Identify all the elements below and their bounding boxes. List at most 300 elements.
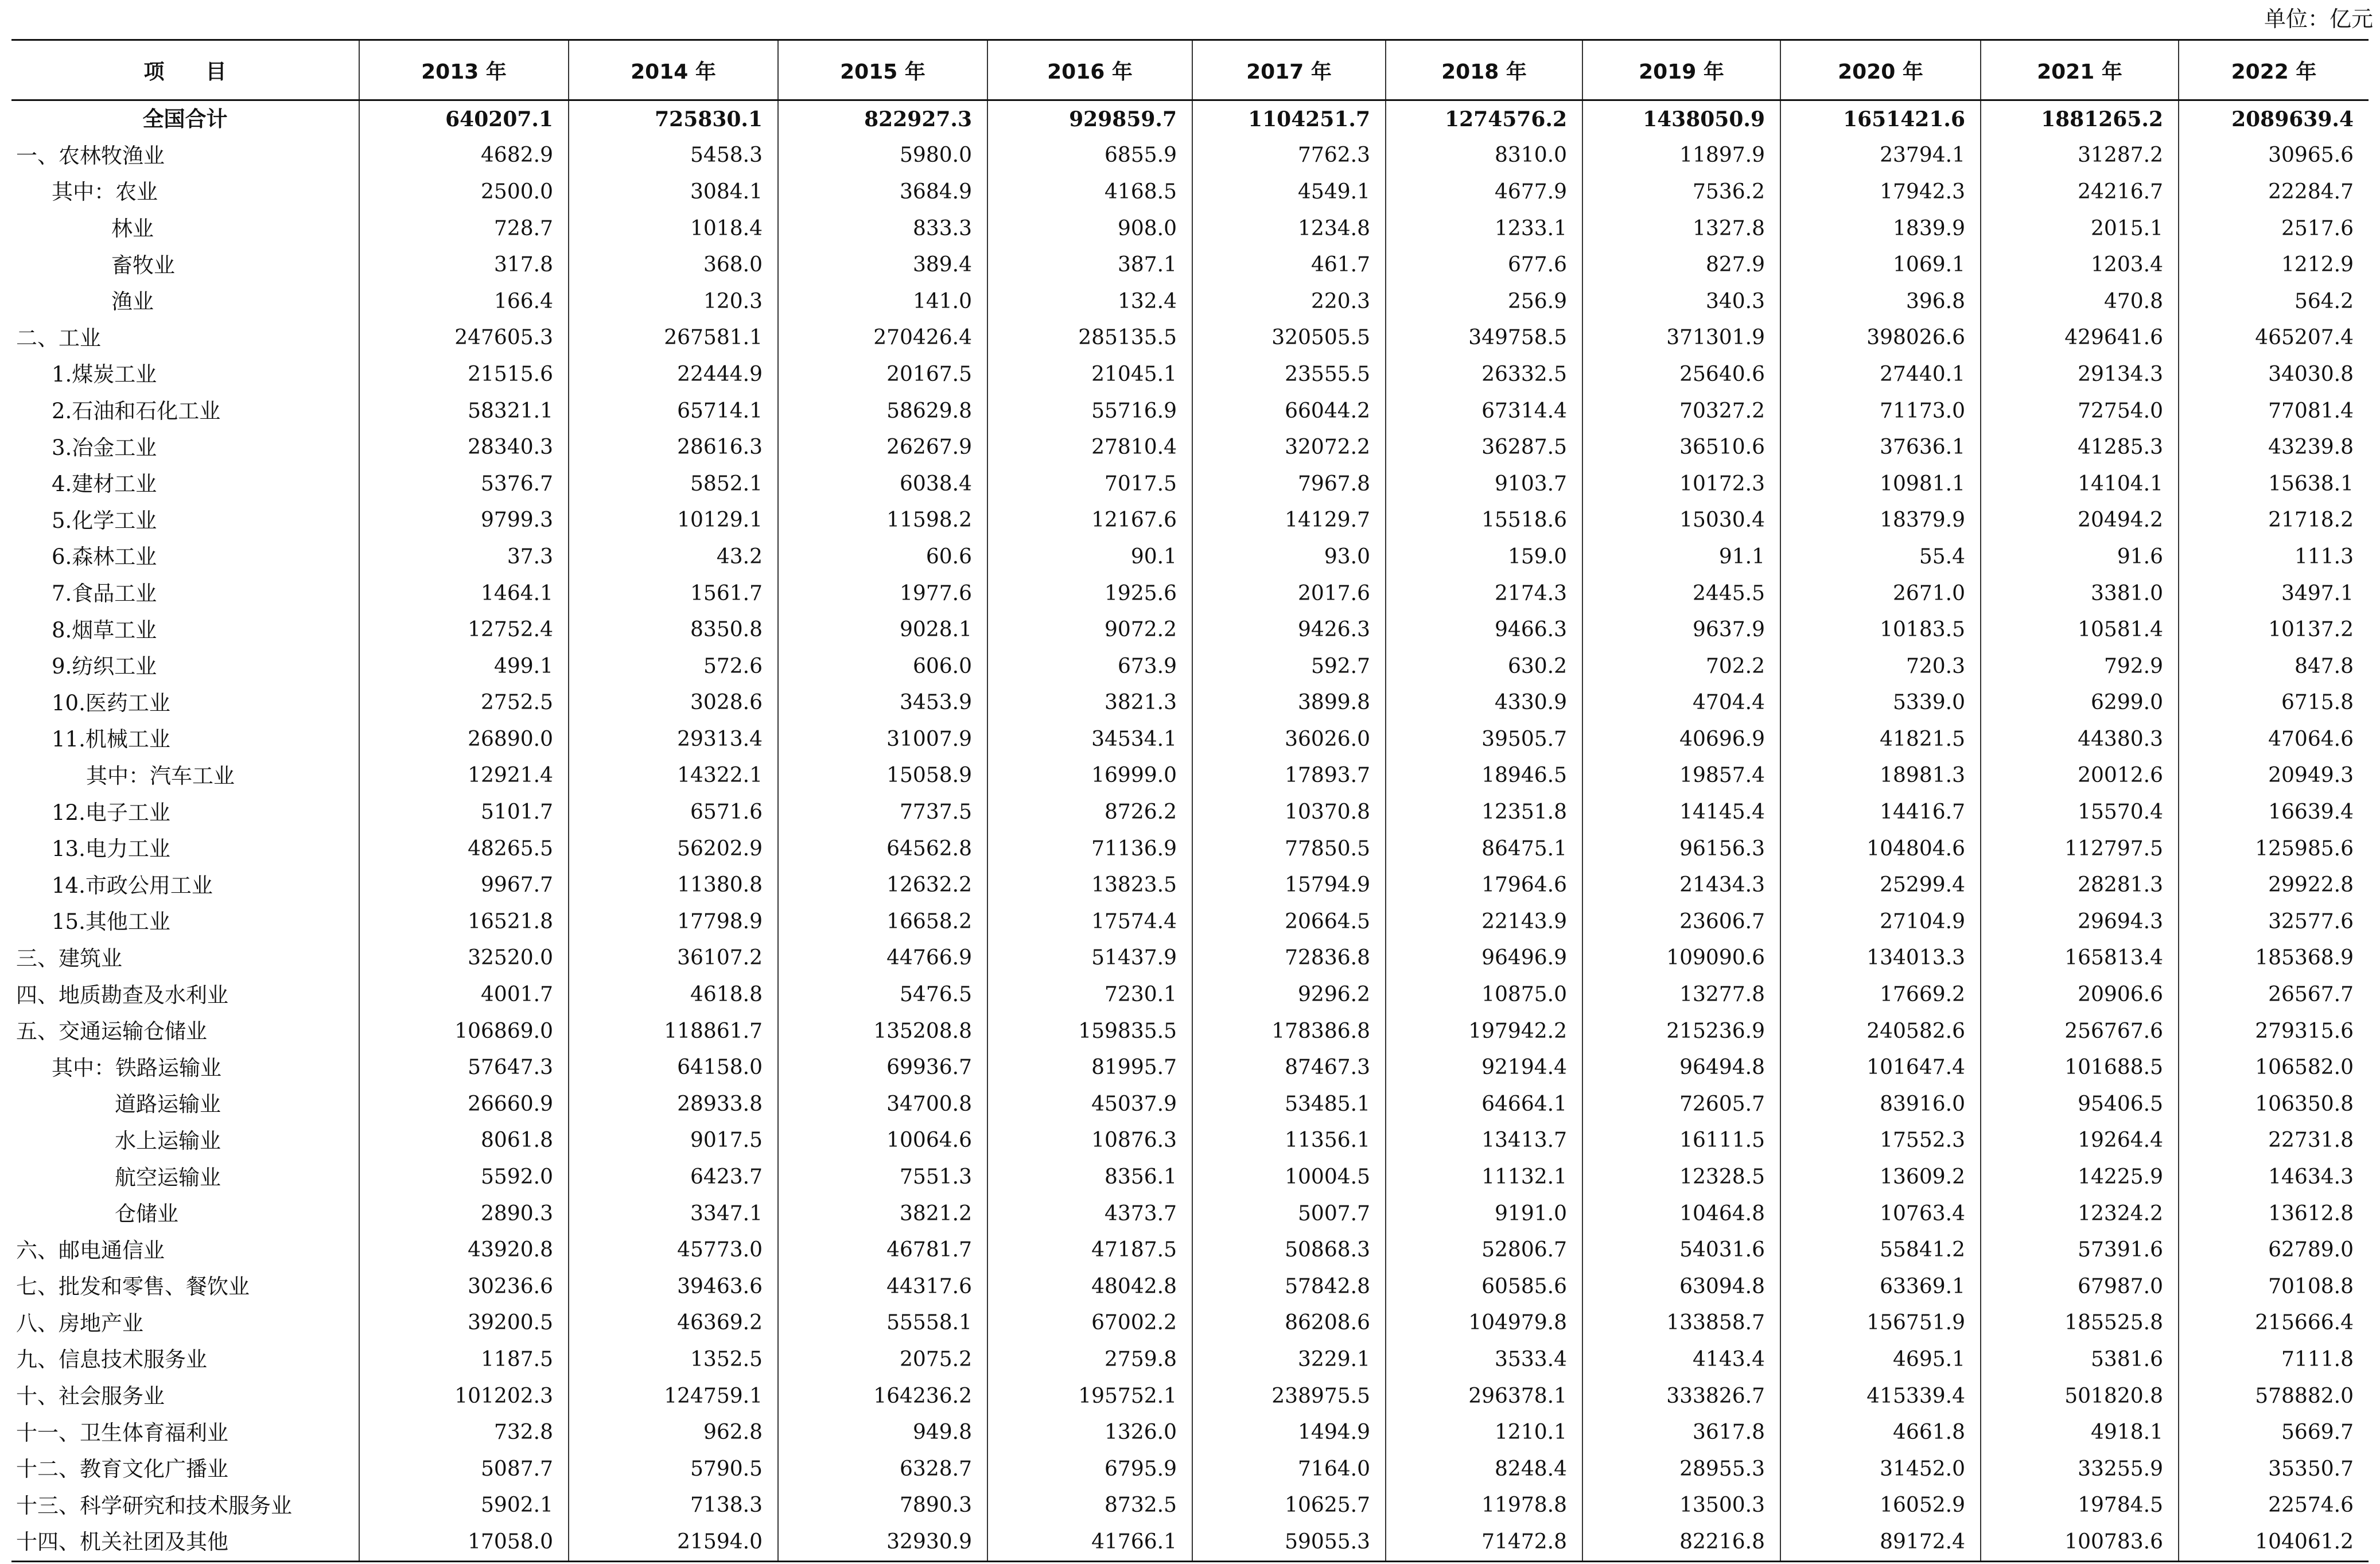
table-cell: 19857.4 [1582,758,1780,795]
table-cell: 6571.6 [569,794,778,831]
row-label: 四、地质勘查及水利业 [16,982,228,1007]
table-cell: 156751.9 [1780,1305,1981,1342]
table-row [11,393,2369,430]
table-cell: 4677.9 [1386,174,1582,211]
table-cell: 87467.3 [1192,1049,1386,1086]
table-cell: 133858.7 [1582,1305,1780,1342]
table-cell: 17964.6 [1386,867,1582,904]
table-cell: 1234.8 [1192,211,1386,247]
table-cell: 15794.9 [1192,867,1386,904]
table-cell: 67987.0 [1981,1269,2179,1305]
table-cell: 118861.7 [569,1013,778,1050]
table-cell: 7536.2 [1582,174,1780,211]
table-cell: 91.6 [1981,539,2179,575]
row-label: 一、农林牧渔业 [16,143,165,168]
table-cell: 1069.1 [1780,247,1981,283]
table-cell: 6038.4 [778,466,987,503]
table-cell: 429641.6 [1981,320,2179,357]
table-row [11,867,2369,904]
table-cell: 18981.3 [1780,758,1981,795]
table-cell: 185525.8 [1981,1305,2179,1342]
table-cell: 465207.4 [2179,320,2369,357]
row-label: 仓储业 [115,1201,178,1227]
table-row [11,575,2369,612]
table-cell: 2517.6 [2179,211,2369,247]
table-cell: 4373.7 [987,1196,1192,1232]
table-cell: 77081.4 [2179,393,2369,430]
table-cell: 60585.6 [1386,1269,1582,1305]
table-cell: 101688.5 [1981,1049,2179,1086]
table-cell: 732.8 [359,1414,569,1451]
table-cell: 44380.3 [1981,721,2179,758]
table-cell: 19264.4 [1981,1123,2179,1160]
table-cell: 166.4 [359,283,569,320]
table-cell: 27440.1 [1780,356,1981,393]
table-cell: 132.4 [987,283,1192,320]
row-label: 林业 [111,216,154,242]
table-cell: 51437.9 [987,940,1192,977]
table-cell: 104061.2 [2179,1524,2369,1561]
row-label: 1.煤炭工业 [52,362,157,387]
table-cell: 19784.5 [1981,1488,2179,1524]
table-cell: 8061.8 [359,1123,569,1160]
table-cell: 29313.4 [569,721,778,758]
table-cell: 3229.1 [1192,1341,1386,1378]
table-cell: 96496.9 [1386,940,1582,977]
table-cell: 30965.6 [2179,138,2369,174]
table-row [11,794,2369,831]
table-cell: 45773.0 [569,1232,778,1269]
table-cell: 45037.9 [987,1086,1192,1123]
row-label: 全国合计 [142,106,228,132]
table-cell: 215236.9 [1582,1013,1780,1050]
table-cell: 320505.5 [1192,320,1386,357]
table-cell: 104804.6 [1780,831,1981,867]
table-cell: 908.0 [987,211,1192,247]
table-cell: 564.2 [2179,283,2369,320]
table-cell: 37636.1 [1780,429,1981,466]
table-cell: 39463.6 [569,1269,778,1305]
row-label: 其中：农业 [52,180,158,205]
table-cell: 22284.7 [2179,174,2369,211]
table-cell: 215666.4 [2179,1305,2369,1342]
table-cell: 67002.2 [987,1305,1192,1342]
table-cell: 5592.0 [359,1159,569,1196]
table-cell: 5902.1 [359,1488,569,1524]
table-cell: 929859.7 [987,100,1192,138]
table-cell: 5339.0 [1780,685,1981,722]
table-cell: 37.3 [359,539,569,575]
table-cell: 39200.5 [359,1305,569,1342]
table-cell: 159.0 [1386,539,1582,575]
table-cell: 1651421.6 [1780,100,1981,138]
row-label: 十、社会服务业 [16,1384,165,1409]
table-cell: 10129.1 [569,503,778,539]
table-row [11,1305,2369,1342]
table-cell: 26890.0 [359,721,569,758]
table-row [11,174,2369,211]
table-cell: 10875.0 [1386,976,1582,1013]
table-cell: 1494.9 [1192,1414,1386,1451]
table-cell: 2174.3 [1386,575,1582,612]
table-cell: 9072.2 [987,612,1192,648]
table-cell: 17942.3 [1780,174,1981,211]
table-cell: 10763.4 [1780,1196,1981,1232]
table-cell: 238975.5 [1192,1378,1386,1415]
table-row [11,539,2369,575]
table-cell: 256.9 [1386,283,1582,320]
table-cell: 4682.9 [359,138,569,174]
table-cell: 9799.3 [359,503,569,539]
table-cell: 4704.4 [1582,685,1780,722]
table-cell: 34700.8 [778,1086,987,1123]
table-cell: 36510.6 [1582,429,1780,466]
table-cell: 396.8 [1780,283,1981,320]
table-cell: 3684.9 [778,174,987,211]
table-cell: 10064.6 [778,1123,987,1160]
table-cell: 89172.4 [1780,1524,1981,1561]
table-cell: 11380.8 [569,867,778,904]
table-cell: 21045.1 [987,356,1192,393]
table-cell: 106582.0 [2179,1049,2369,1086]
table-cell: 81995.7 [987,1049,1192,1086]
table-row [11,1196,2369,1232]
table-cell: 32930.9 [778,1524,987,1561]
table-cell: 1977.6 [778,575,987,612]
table-cell: 36107.2 [569,940,778,977]
table-cell: 371301.9 [1582,320,1780,357]
table-row [11,1269,2369,1305]
table-cell: 60.6 [778,539,987,575]
table-cell: 6855.9 [987,138,1192,174]
table-cell: 23606.7 [1582,904,1780,940]
table-cell: 159835.5 [987,1013,1192,1050]
table-cell: 9967.7 [359,867,569,904]
table-cell: 5087.7 [359,1451,569,1488]
table-cell: 41285.3 [1981,429,2179,466]
table-cell: 470.8 [1981,283,2179,320]
table-cell: 43920.8 [359,1232,569,1269]
column-header-year: 2015 年 [778,40,987,100]
table-row [11,940,2369,977]
table-cell: 8248.4 [1386,1451,1582,1488]
table-cell: 34030.8 [2179,356,2369,393]
table-cell: 1438050.9 [1582,100,1780,138]
table-cell: 4618.8 [569,976,778,1013]
table-cell: 7890.3 [778,1488,987,1524]
table-cell: 296378.1 [1386,1378,1582,1415]
table-cell: 23555.5 [1192,356,1386,393]
column-header-year: 2013 年 [359,40,569,100]
table-row [11,503,2369,539]
table-cell: 1327.8 [1582,211,1780,247]
table-cell: 3821.3 [987,685,1192,722]
table-cell: 12752.4 [359,612,569,648]
table-cell: 9028.1 [778,612,987,648]
table-cell: 96494.8 [1582,1049,1780,1086]
table-cell: 141.0 [778,283,987,320]
table-row [11,211,2369,247]
table-cell: 29134.3 [1981,356,2179,393]
table-cell: 317.8 [359,247,569,283]
table-cell: 59055.3 [1192,1524,1386,1561]
table-cell: 13612.8 [2179,1196,2369,1232]
table-row [11,247,2369,283]
table-cell: 14225.9 [1981,1159,2179,1196]
table-cell: 398026.6 [1780,320,1981,357]
row-label: 其中：汽车工业 [86,763,235,788]
table-cell: 340.3 [1582,283,1780,320]
table-cell: 17574.4 [987,904,1192,940]
table-cell: 2671.0 [1780,575,1981,612]
table-cell: 3347.1 [569,1196,778,1232]
table-cell: 66044.2 [1192,393,1386,430]
table-cell: 21434.3 [1582,867,1780,904]
table-cell: 32577.6 [2179,904,2369,940]
row-label: 水上运输业 [115,1128,221,1153]
table-cell: 792.9 [1981,648,2179,685]
table-cell: 48042.8 [987,1269,1192,1305]
table-cell: 55.4 [1780,539,1981,575]
table-cell: 11978.8 [1386,1488,1582,1524]
table-cell: 11132.1 [1386,1159,1582,1196]
table-cell: 64158.0 [569,1049,778,1086]
table-cell: 25299.4 [1780,867,1981,904]
table-cell: 67314.4 [1386,393,1582,430]
table-cell: 1881265.2 [1981,100,2179,138]
table-cell: 28955.3 [1582,1451,1780,1488]
table-cell: 1187.5 [359,1341,569,1378]
table-cell: 58629.8 [778,393,987,430]
table-cell: 501820.8 [1981,1378,2179,1415]
table-cell: 4918.1 [1981,1414,2179,1451]
table-cell: 28340.3 [359,429,569,466]
table-cell: 93.0 [1192,539,1386,575]
table-row [11,1049,2369,1086]
row-label: 道路运输业 [115,1092,221,1117]
table-cell: 847.8 [2179,648,2369,685]
table-cell: 5852.1 [569,466,778,503]
table-cell: 9017.5 [569,1123,778,1160]
table-cell: 827.9 [1582,247,1780,283]
row-label: 三、建筑业 [16,946,122,971]
table-cell: 27104.9 [1780,904,1981,940]
table-cell: 415339.4 [1780,1378,1981,1415]
table-cell: 26567.7 [2179,976,2369,1013]
table-cell: 4168.5 [987,174,1192,211]
table-cell: 178386.8 [1192,1013,1386,1050]
table-cell: 333826.7 [1582,1378,1780,1415]
table-cell: 12324.2 [1981,1196,2179,1232]
row-label: 航空运输业 [115,1165,221,1190]
table-cell: 728.7 [359,211,569,247]
row-label: 9.纺织工业 [52,654,157,679]
table-cell: 389.4 [778,247,987,283]
table-cell: 95406.5 [1981,1086,2179,1123]
table-cell: 71173.0 [1780,393,1981,430]
table-cell: 100783.6 [1981,1524,2179,1561]
table-cell: 50868.3 [1192,1232,1386,1269]
table-cell: 72836.8 [1192,940,1386,977]
table-cell: 16111.5 [1582,1123,1780,1160]
table-cell: 16639.4 [2179,794,2369,831]
table-row [11,283,2369,320]
table-cell: 4143.4 [1582,1341,1780,1378]
table-cell: 22574.6 [2179,1488,2369,1524]
table-cell: 673.9 [987,648,1192,685]
table-cell: 279315.6 [2179,1013,2369,1050]
table-cell: 702.2 [1582,648,1780,685]
table-cell: 14104.1 [1981,466,2179,503]
table-cell: 63094.8 [1582,1269,1780,1305]
table-cell: 72754.0 [1981,393,2179,430]
total-row [11,100,2369,138]
table-cell: 677.6 [1386,247,1582,283]
table-cell: 6299.0 [1981,685,2179,722]
row-label: 7.食品工业 [52,581,157,606]
table-cell: 2075.2 [778,1341,987,1378]
table-cell: 11598.2 [778,503,987,539]
table-cell: 31007.9 [778,721,987,758]
table-cell: 949.8 [778,1414,987,1451]
table-cell: 1018.4 [569,211,778,247]
table-cell: 13823.5 [987,867,1192,904]
table-cell: 135208.8 [778,1013,987,1050]
table-cell: 5790.5 [569,1451,778,1488]
table-cell: 57647.3 [359,1049,569,1086]
table-cell: 20949.3 [2179,758,2369,795]
table-cell: 17798.9 [569,904,778,940]
table-cell: 55716.9 [987,393,1192,430]
table-cell: 14145.4 [1582,794,1780,831]
table-cell: 15638.1 [2179,466,2369,503]
table-row [11,1123,2369,1160]
table-cell: 1464.1 [359,575,569,612]
row-label: 15.其他工业 [52,909,170,935]
table-cell: 22143.9 [1386,904,1582,940]
table-cell: 101647.4 [1780,1049,1981,1086]
table-cell: 1561.7 [569,575,778,612]
table-cell: 3617.8 [1582,1414,1780,1451]
table-cell: 20494.2 [1981,503,2179,539]
table-cell: 36026.0 [1192,721,1386,758]
table-cell: 35350.7 [2179,1451,2369,1488]
table-row [11,356,2369,393]
table-cell: 3821.2 [778,1196,987,1232]
row-label: 畜牧业 [111,252,175,278]
table-cell: 90.1 [987,539,1192,575]
table-cell: 70327.2 [1582,393,1780,430]
table-cell: 2500.0 [359,174,569,211]
table-cell: 7762.3 [1192,138,1386,174]
table-cell: 21594.0 [569,1524,778,1561]
row-label: 其中：铁路运输业 [52,1055,221,1080]
table-cell: 21515.6 [359,356,569,393]
table-cell: 3453.9 [778,685,987,722]
table-cell: 31452.0 [1780,1451,1981,1488]
table-cell: 24216.7 [1981,174,2179,211]
table-cell: 16521.8 [359,904,569,940]
table-cell: 86208.6 [1192,1305,1386,1342]
table-body [11,100,2369,1562]
table-cell: 134013.3 [1780,940,1981,977]
table-cell: 70108.8 [2179,1269,2369,1305]
table-cell: 725830.1 [569,100,778,138]
table-cell: 13609.2 [1780,1159,1981,1196]
table-cell: 54031.6 [1582,1232,1780,1269]
table-cell: 247605.3 [359,320,569,357]
table-cell: 12328.5 [1582,1159,1780,1196]
table-cell: 26332.5 [1386,356,1582,393]
table-cell: 20167.5 [778,356,987,393]
table-cell: 8350.8 [569,612,778,648]
table-cell: 7551.3 [778,1159,987,1196]
table-cell: 109090.6 [1582,940,1780,977]
table-cell: 7111.8 [2179,1341,2369,1378]
table-cell: 285135.5 [987,320,1192,357]
table-cell: 106350.8 [2179,1086,2369,1123]
table-cell: 185368.9 [2179,940,2369,977]
table-cell: 112797.5 [1981,831,2179,867]
row-label: 十四、机关社团及其他 [16,1530,228,1555]
table-cell: 57391.6 [1981,1232,2179,1269]
table-cell: 14634.3 [2179,1159,2369,1196]
table-cell: 387.1 [987,247,1192,283]
row-label: 3.冶金工业 [52,435,157,460]
table-cell: 86475.1 [1386,831,1582,867]
table-cell: 9637.9 [1582,612,1780,648]
row-label: 6.森林工业 [52,544,157,570]
table-cell: 64664.1 [1386,1086,1582,1123]
table-cell: 10370.8 [1192,794,1386,831]
table-cell: 43239.8 [2179,429,2369,466]
table-cell: 18379.9 [1780,503,1981,539]
table-cell: 197942.2 [1386,1013,1582,1050]
table-cell: 25640.6 [1582,356,1780,393]
table-cell: 41766.1 [987,1524,1192,1561]
table-cell: 55558.1 [778,1305,987,1342]
table-row [11,721,2369,758]
row-label: 十二、教育文化广播业 [16,1457,228,1482]
row-label: 13.电力工业 [52,837,170,862]
table-cell: 6715.8 [2179,685,2369,722]
table-row [11,1086,2369,1123]
table-cell: 14129.7 [1192,503,1386,539]
table-cell: 592.7 [1192,648,1386,685]
table-cell: 2017.6 [1192,575,1386,612]
table-cell: 10004.5 [1192,1159,1386,1196]
table-row [11,831,2369,867]
table-cell: 32072.2 [1192,429,1386,466]
table-cell: 71472.8 [1386,1524,1582,1561]
column-header-year: 2020 年 [1780,40,1981,100]
table-row [11,758,2369,795]
table-cell: 165813.4 [1981,940,2179,977]
table-row [11,1414,2369,1451]
table-cell: 20906.6 [1981,976,2179,1013]
table-cell: 5476.5 [778,976,987,1013]
table-cell: 5007.7 [1192,1196,1386,1232]
table-cell: 91.1 [1582,539,1780,575]
table-cell: 4001.7 [359,976,569,1013]
table-cell: 15518.6 [1386,503,1582,539]
table-cell: 16999.0 [987,758,1192,795]
table-cell: 11356.1 [1192,1123,1386,1160]
table-cell: 9426.3 [1192,612,1386,648]
table-cell: 1233.1 [1386,211,1582,247]
table-cell: 83916.0 [1780,1086,1981,1123]
table-row [11,976,2369,1013]
